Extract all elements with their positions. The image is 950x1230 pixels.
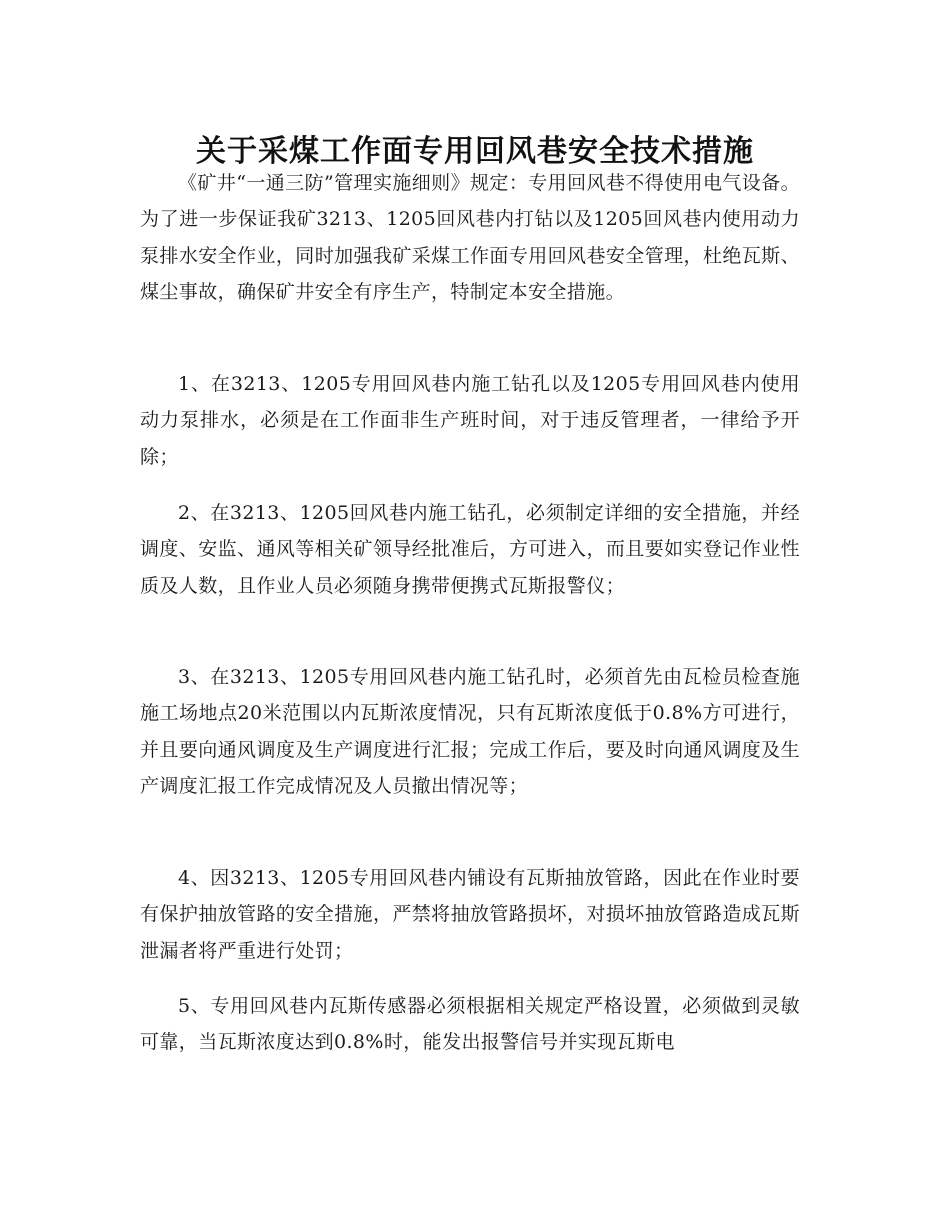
measure-paragraph-3: 3、在3213、1205专用回风巷内施工钻孔时，必须首先由瓦检员检查施施工场地点20米范围以内瓦斯浓度情况，只有瓦斯浓度低于0.8%方可进行，并且要向通风调度及生产调度进行汇报；完成工作后，要及时向通风调度及生产调度汇报工作完成情况及人员撤出情况等； — [140, 666, 800, 798]
measure-paragraph-5: 5、专用回风巷内瓦斯传感器必须根据相关规定严格设置，必须做到灵敏可靠，当瓦斯浓度达到0.8%时，能发出报警信号并实现瓦斯电 — [140, 995, 800, 1054]
measure-paragraph-1: 1、在3213、1205专用回风巷内施工钻孔以及1205专用回风巷内使用动力泵排水，必须是在工作面非生产班时间，对于违反管理者，一律给予开除； — [140, 373, 800, 468]
document-title: 关于采煤工作面专用回风巷安全技术措施 — [196, 134, 754, 170]
measure-paragraph-2: 2、在3213、1205回风巷内施工钻孔，必须制定详细的安全措施，并经调度、安监、通风等相关矿领导经批准后，方可进入，而且要如实登记作业性质及人数，且作业人员必须随身携带便携式瓦斯报警仪； — [140, 502, 800, 597]
measure-paragraph-4: 4、因3213、1205专用回风巷内铺设有瓦斯抽放管路，因此在作业时要有保护抽放管路的安全措施，严禁将抽放管路损坏，对损坏抽放管路造成瓦斯泄漏者将严重进行处罚； — [140, 867, 800, 962]
intro-paragraph: 《矿井“一通三防”管理实施细则》规定：专用回风巷不得使用电气设备。为了进一步保证我矿3213、1205回风巷内打钻以及1205回风巷内使用动力泵排水安全作业，同时加强我矿采煤工作面专用回风巷安全管理，杜绝瓦斯、煤尘事故，确保矿井安全有序生产，特制定本安全措施。 — [140, 172, 800, 304]
